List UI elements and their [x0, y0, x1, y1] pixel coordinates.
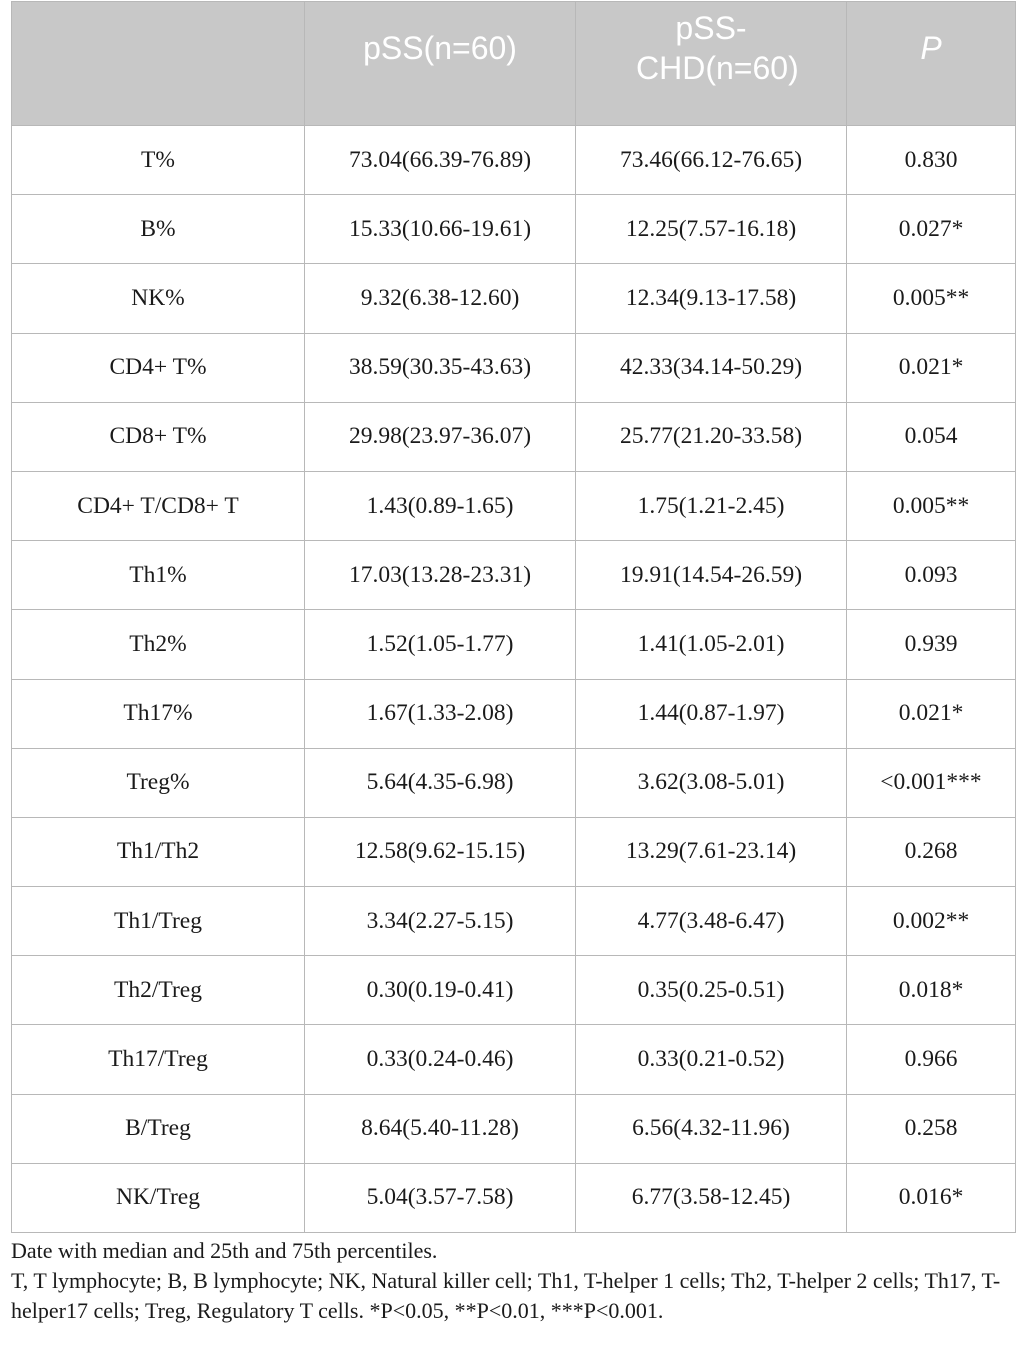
row-label-cell: Th1/Th2	[12, 817, 305, 886]
header-cell-empty	[12, 2, 305, 126]
table-row	[12, 817, 1016, 886]
table-footnotes	[11, 1236, 1021, 1326]
pss-value-cell: 5.64(4.35-6.98)	[305, 748, 576, 817]
pss-value-cell: 15.33(10.66-19.61)	[305, 195, 576, 264]
footnote-line-1: Date with median and 25th and 75th percentiles.	[11, 1238, 438, 1263]
pss-chd-value-cell: 6.77(3.58-12.45)	[576, 1163, 847, 1232]
pss-value-cell: 1.67(1.33-2.08)	[305, 679, 576, 748]
pss-value-cell: 5.04(3.57-7.58)	[305, 1163, 576, 1232]
table-row	[12, 195, 1016, 264]
p-value-cell: 0.021*	[847, 679, 1016, 748]
pss-value-cell: 3.34(2.27-5.15)	[305, 887, 576, 956]
header-cell-pss: pSS(n=60)	[305, 2, 576, 126]
pss-chd-value-cell: 1.75(1.21-2.45)	[576, 471, 847, 540]
pss-value-cell: 1.43(0.89-1.65)	[305, 471, 576, 540]
data-table-container	[11, 1, 1015, 1233]
table-row	[12, 748, 1016, 817]
row-label-cell: B%	[12, 195, 305, 264]
p-value-cell: 0.016*	[847, 1163, 1016, 1232]
p-value-cell: 0.018*	[847, 956, 1016, 1025]
p-value-cell: 0.830	[847, 126, 1016, 195]
header-row	[12, 2, 1016, 126]
pss-value-cell: 73.04(66.39-76.89)	[305, 126, 576, 195]
table-row	[12, 610, 1016, 679]
p-value-cell: 0.002**	[847, 887, 1016, 956]
data-table	[11, 1, 1016, 1233]
p-value-cell: 0.939	[847, 610, 1016, 679]
table-row	[12, 956, 1016, 1025]
row-label-cell: Th17/Treg	[12, 1025, 305, 1094]
table-row	[12, 679, 1016, 748]
row-label-cell: CD4+ T%	[12, 333, 305, 402]
p-value-cell: <0.001***	[847, 748, 1016, 817]
table-row	[12, 264, 1016, 333]
pss-chd-value-cell: 42.33(34.14-50.29)	[576, 333, 847, 402]
row-label-cell: NK/Treg	[12, 1163, 305, 1232]
p-value-cell: 0.027*	[847, 195, 1016, 264]
table-row	[12, 333, 1016, 402]
pss-chd-value-cell: 25.77(21.20-33.58)	[576, 402, 847, 471]
p-value-cell: 0.054	[847, 402, 1016, 471]
pss-chd-value-cell: 4.77(3.48-6.47)	[576, 887, 847, 956]
table-row	[12, 402, 1016, 471]
row-label-cell: CD8+ T%	[12, 402, 305, 471]
pss-value-cell: 17.03(13.28-23.31)	[305, 541, 576, 610]
footnote-line-2: T, T lymphocyte; B, B lymphocyte; NK, Natural killer cell; Th1, T-helper 1 cells; Th2, T-helper 2 cells; Th17, T-helper17 cells; Treg, Regulatory T cells. *P<0.05, **P<0.01, ***P<0.001.	[11, 1268, 1001, 1323]
pss-value-cell: 12.58(9.62-15.15)	[305, 817, 576, 886]
p-value-cell: 0.268	[847, 817, 1016, 886]
row-label-cell: Th1/Treg	[12, 887, 305, 956]
pss-chd-value-cell: 12.25(7.57-16.18)	[576, 195, 847, 264]
table-header	[12, 2, 1016, 126]
pss-chd-value-cell: 12.34(9.13-17.58)	[576, 264, 847, 333]
p-value-cell: 0.093	[847, 541, 1016, 610]
pss-chd-value-cell: 1.44(0.87-1.97)	[576, 679, 847, 748]
table-row	[12, 1094, 1016, 1163]
pss-chd-value-cell: 73.46(66.12-76.65)	[576, 126, 847, 195]
header-cell-pss-chd: pSS-CHD(n=60)	[576, 2, 847, 126]
row-label-cell: Th17%	[12, 679, 305, 748]
pss-chd-value-cell: 1.41(1.05-2.01)	[576, 610, 847, 679]
pss-chd-value-cell: 13.29(7.61-23.14)	[576, 817, 847, 886]
pss-value-cell: 9.32(6.38-12.60)	[305, 264, 576, 333]
row-label-cell: B/Treg	[12, 1094, 305, 1163]
pss-value-cell: 8.64(5.40-11.28)	[305, 1094, 576, 1163]
row-label-cell: Th1%	[12, 541, 305, 610]
table-row	[12, 126, 1016, 195]
pss-value-cell: 38.59(30.35-43.63)	[305, 333, 576, 402]
table-body	[12, 126, 1016, 1233]
table-row	[12, 887, 1016, 956]
pss-chd-value-cell: 19.91(14.54-26.59)	[576, 541, 847, 610]
pss-value-cell: 1.52(1.05-1.77)	[305, 610, 576, 679]
row-label-cell: NK%	[12, 264, 305, 333]
row-label-cell: CD4+ T/CD8+ T	[12, 471, 305, 540]
table-row	[12, 541, 1016, 610]
p-value-cell: 0.005**	[847, 471, 1016, 540]
row-label-cell: Th2%	[12, 610, 305, 679]
p-value-cell: 0.966	[847, 1025, 1016, 1094]
row-label-cell: Th2/Treg	[12, 956, 305, 1025]
table-row	[12, 1163, 1016, 1232]
pss-value-cell: 29.98(23.97-36.07)	[305, 402, 576, 471]
pss-chd-value-cell: 3.62(3.08-5.01)	[576, 748, 847, 817]
p-value-cell: 0.005**	[847, 264, 1016, 333]
pss-value-cell: 0.30(0.19-0.41)	[305, 956, 576, 1025]
header-cell-p: P	[847, 2, 1016, 126]
row-label-cell: Treg%	[12, 748, 305, 817]
pss-chd-value-cell: 0.33(0.21-0.52)	[576, 1025, 847, 1094]
pss-chd-value-cell: 0.35(0.25-0.51)	[576, 956, 847, 1025]
table-row	[12, 471, 1016, 540]
p-value-cell: 0.258	[847, 1094, 1016, 1163]
pss-value-cell: 0.33(0.24-0.46)	[305, 1025, 576, 1094]
pss-chd-value-cell: 6.56(4.32-11.96)	[576, 1094, 847, 1163]
row-label-cell: T%	[12, 126, 305, 195]
table-row	[12, 1025, 1016, 1094]
p-value-cell: 0.021*	[847, 333, 1016, 402]
